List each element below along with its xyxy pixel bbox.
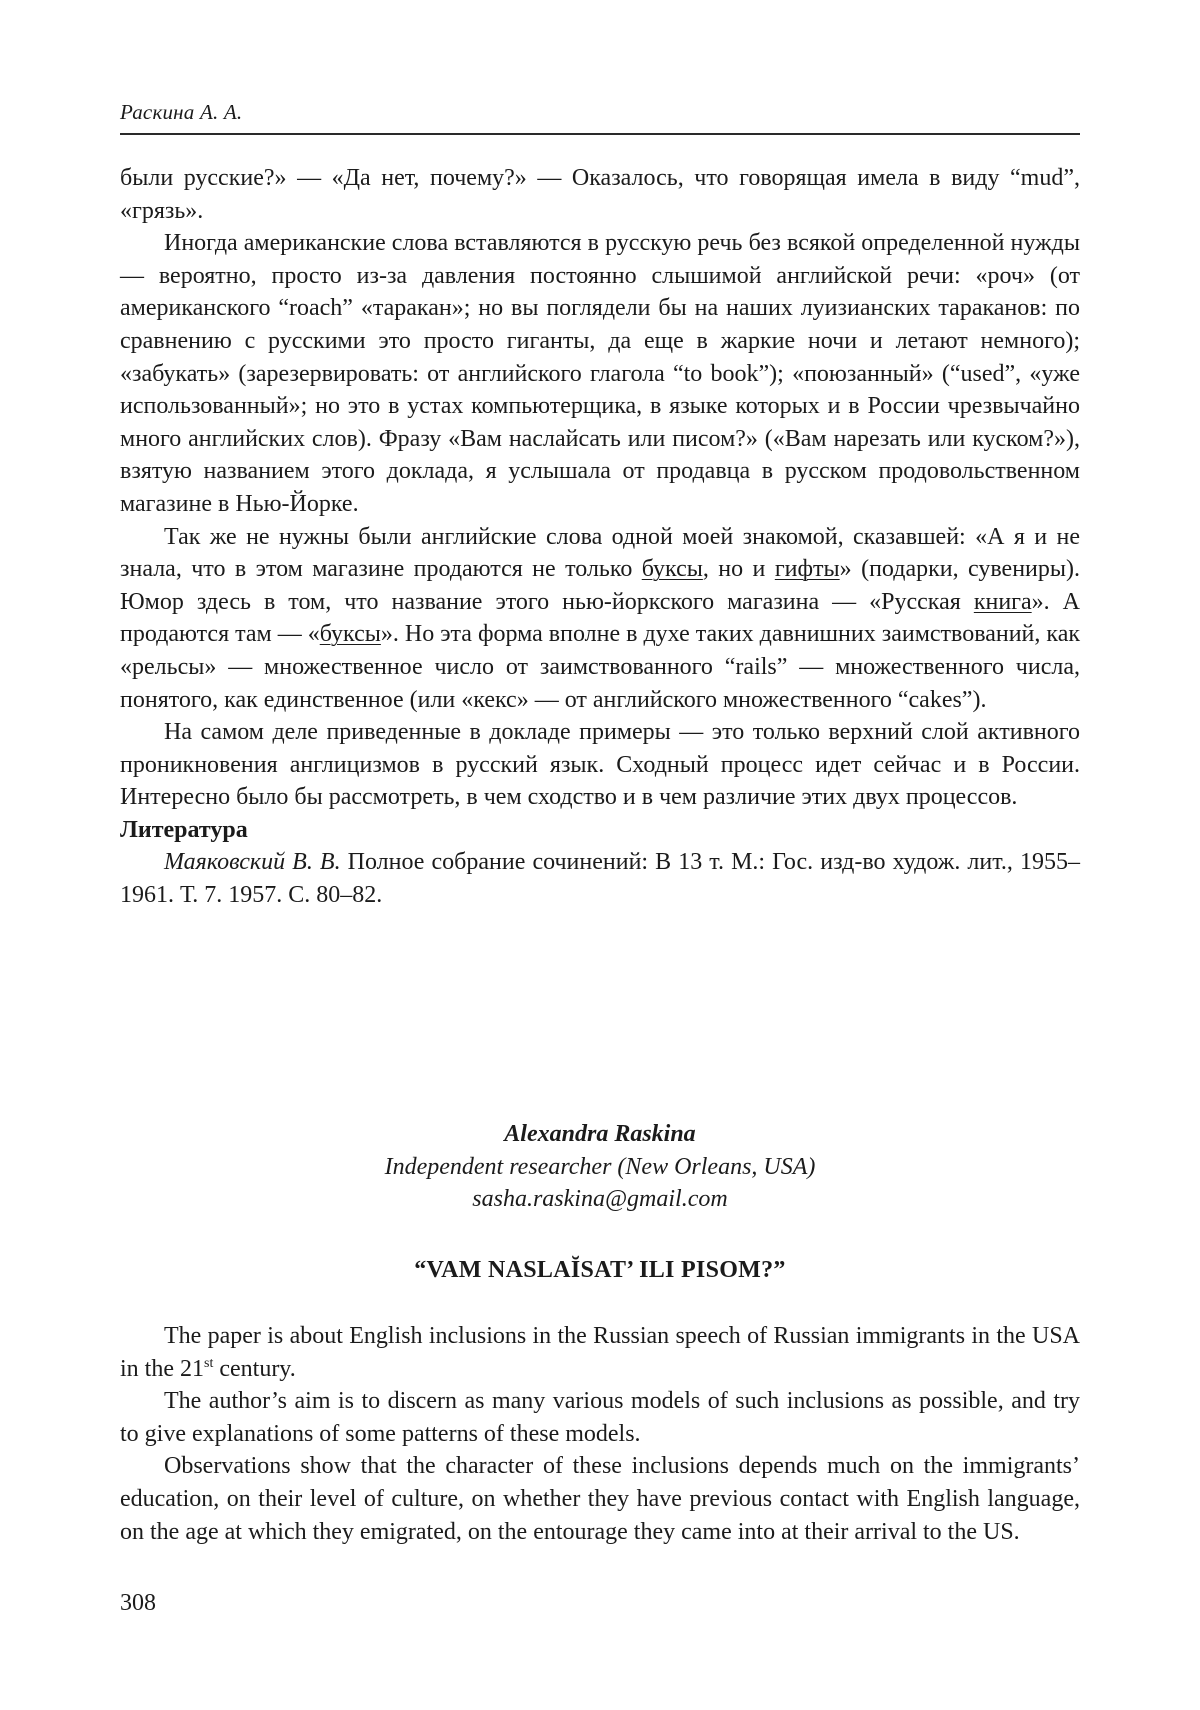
underlined-word-buksy-1: буксы (641, 556, 703, 583)
literature-entry (120, 846, 1080, 911)
underlined-word-gifty: гифты (774, 556, 840, 583)
paragraph-3-part-a: Так же не нужны были английские слова одной моей знакомой, сказавшей: «А я и не знала, что в этом магазине продаются не только (120, 523, 1080, 583)
running-head: Раскина А. А. (120, 100, 243, 124)
paragraph-4: На самом деле приведенные в докладе примеры — это только верхний слой активного проникновения англицизмов в русский язык. Сходный процесс идет сейчас и в России. Интересно было бы рассмотреть, в чем сходство и в чем различие этих двух процессов. (120, 719, 1080, 811)
paragraph-3-part-c: » (подарки, сувениры). Юмор здесь в том, что название этого нью-йоркского магазина — «Русская (120, 556, 1080, 615)
abstract-email-link[interactable]: sasha.raskina@gmail.com (472, 1186, 728, 1213)
underlined-word-kniga: книга (973, 588, 1032, 615)
paragraph-3-part-b: , но и (702, 556, 775, 583)
paragraph-3-part-d: ». А продаются там — « (120, 588, 1080, 648)
paragraph-3-part-e: ». Но эта форма вполне в духе таких давнишних заимствований, как «рельсы» — множественное число от заимствованного “rails” — множественного числа, понятого, как единственное (или «кекс» — от английского множественного “cakes”). (120, 621, 1081, 713)
abstract-superscript: st (204, 1355, 214, 1371)
header-rule (120, 133, 1080, 135)
literature-entry-author: Маяковский В. В. (164, 849, 341, 876)
paragraph-3 (120, 521, 1080, 717)
paragraph-2: Иногда американские слова вставляются в русскую речь без всякой определенной нужды — вероятно, просто из-за давления постоянно слышимой английской речи: «роч» (от американского “roach” «таракан»; но вы поглядели бы на наших луизианских тараканов: по сравнению с русскими это просто гиганты, да еще в жаркие ночи и летают немного); «забукать» (зарезервировать: от английского глагола “to book”); «поюзанный» (“used”, «уже использованный»; но это в устах компьютерщика, в языке которых и в России чрезвычайно много английских слов). Фразу «Вам наслайсать или писом?» («Вам нарезать или куском?»), взятую названием этого доклада, я услышала от продавца в русском продовольственном магазине в Нью-Йорке. (120, 230, 1080, 517)
abstract-title: “VAM NASLAĬSAT’ ILI PISOM?” (414, 1257, 786, 1283)
abstract-affiliation: Independent researcher (New Orleans, USA) (384, 1153, 816, 1180)
abstract-paragraph-1-part-a: The paper is about English inclusions in the Russian speech of Russian immigrants in the USA in the 21 (120, 1323, 1080, 1382)
abstract-paragraph-1 (120, 1320, 1080, 1385)
russian-body-text (120, 162, 1080, 912)
abstract-paragraph-2: The author’s aim is to discern as many various models of such inclusions as possible, and try to give explanations of some patterns of these models. (120, 1388, 1080, 1447)
english-abstract-text (120, 1320, 1080, 1548)
abstract-author-name: Alexandra Raskina (504, 1121, 696, 1147)
page (120, 0, 1080, 1710)
abstract-author-block (120, 1118, 1080, 1216)
paragraph-1: были русские?» — «Да нет, почему?» — Оказалось, что говорящая имела в виду “mud”, «грязь». (120, 165, 1080, 224)
abstract-paragraph-3: Observations show that the character of these inclusions depends much on the immigrants’ education, on their level of culture, on whether they have previous contact with English language, on the age at which they emigrated, on the entourage they came into at their arrival to the US. (120, 1453, 1080, 1545)
literature-entry-text: Полное собрание сочинений: В 13 т. М.: Гос. изд-во худож. лит., 1955–1961. Т. 7. 1957. С. 80–82. (120, 849, 1081, 909)
page-number: 308 (120, 1590, 156, 1616)
literature-title: Литература (120, 816, 248, 843)
abstract-paragraph-1-part-b: century. (213, 1355, 296, 1382)
underlined-word-buksy-2: буксы (319, 621, 381, 648)
